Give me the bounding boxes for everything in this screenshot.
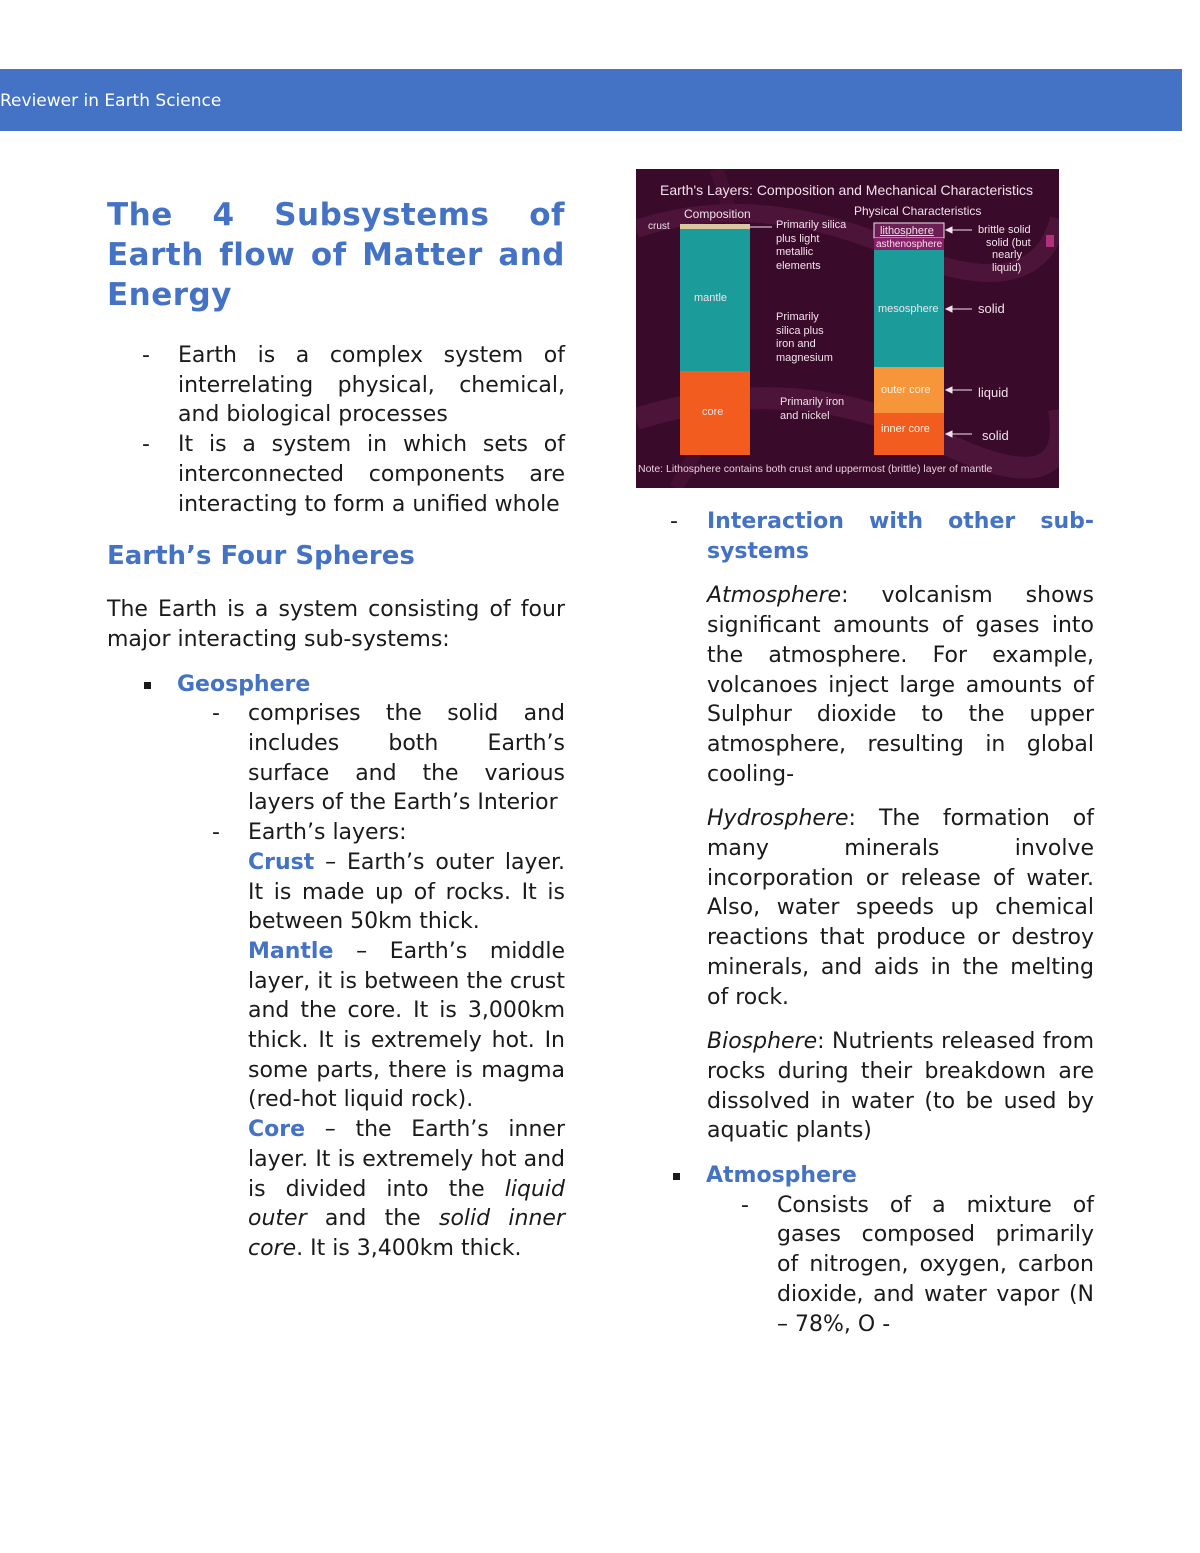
core-description	[248, 1115, 565, 1264]
hydrosphere-interaction	[707, 804, 1094, 1012]
square-bullet-icon	[673, 1173, 680, 1180]
comp-note-line: Primarily iron	[780, 396, 845, 408]
atmosphere-sublist	[636, 1191, 1094, 1340]
figure-note: Note: Lithosphere contains both crust and uppermost (brittle) layer of mantle	[638, 463, 993, 475]
physical-label: Physical Characteristics	[854, 204, 982, 218]
mesosphere-label: mesosphere	[878, 303, 939, 315]
left-column	[107, 195, 565, 1264]
mantle-description	[248, 937, 565, 1115]
list-item	[636, 1191, 1094, 1340]
list-item	[107, 341, 565, 430]
core-label: Core	[248, 1117, 306, 1143]
atmosphere-interaction-text: : volcanism shows significant amounts of gases into the atmosphere. For example, volcanoes inject large amounts of Sulphur dioxide to the upper atmosphere, resulting in global cooling-	[707, 583, 1094, 787]
atmosphere-bullet: Consists of a mixture of gases composed primarily of nitrogen, oxygen, carbon dioxide, and water vapor (N – 78%, O -	[777, 1192, 1094, 1337]
crust-description	[248, 848, 565, 937]
list-item	[636, 507, 1094, 566]
phys-note-solid-2: solid	[982, 428, 1009, 443]
earth-layers-figure	[636, 169, 1059, 488]
dash-bullet: -	[142, 432, 150, 458]
phys-note-line: brittle solid	[978, 224, 1031, 236]
comp-note-line: Primarily	[776, 311, 819, 323]
biosphere-interaction-text: : Nutrients released from rocks during their breakdown are dissolved in water (to be used by aquatic plants)	[707, 1029, 1094, 1144]
comp-note-1	[776, 219, 866, 273]
mantle-text: – Earth’s middle layer, it is between the crust and the core. It is 3,000km thick. It is extremely hot. In some parts, there is magma (red-hot liquid rock).	[248, 938, 565, 1113]
comp-note-line: iron and	[776, 338, 816, 350]
core-text-3: . It is 3,400km thick.	[296, 1235, 522, 1261]
interaction-heading: Interaction with other sub-systems	[707, 509, 1094, 564]
geosphere-label: Geosphere	[177, 671, 311, 697]
core-italic-inner: solid inner core	[248, 1206, 565, 1261]
interaction-section	[636, 507, 1094, 1339]
hydrosphere-italic-label: Hydrosphere	[707, 806, 849, 832]
mantle-fig-label: mantle	[694, 292, 728, 304]
dash-bullet: -	[212, 701, 220, 727]
comp-note-2	[776, 311, 866, 365]
interaction-list	[636, 507, 1094, 566]
geosphere-bullet-2: Earth’s layers:	[248, 820, 407, 846]
atmosphere-interaction	[707, 581, 1094, 789]
atmosphere-label: Atmosphere	[706, 1163, 857, 1189]
core-italic-outer: liquid outer	[248, 1176, 565, 1232]
interaction-paragraphs	[636, 581, 1094, 1146]
list-item	[107, 818, 565, 1264]
comp-note-line: magnesium	[776, 351, 833, 364]
biosphere-interaction	[707, 1027, 1094, 1146]
intro-bullet-1: Earth is a complex system of interrelating physical, chemical, and biological processes	[178, 343, 565, 428]
crust-fig-label: crust	[648, 221, 670, 232]
square-bullet-icon	[144, 682, 151, 689]
list-item	[107, 430, 565, 519]
figure-title: Earth's Layers: Composition and Mechanical Characteristics	[660, 182, 1034, 198]
crust-label: Crust	[248, 849, 315, 875]
page-title: The 4 Subsystems of Earth flow of Matter and Energy	[107, 197, 565, 313]
inner-core-label: inner core	[881, 423, 930, 435]
phys-note-solid: solid	[978, 301, 1005, 316]
core-text-2: and the	[306, 1206, 439, 1232]
asthenosphere-label: asthenosphere	[876, 239, 943, 250]
phys-note-line: liquid)	[992, 261, 1022, 274]
composition-label: Composition	[684, 207, 751, 221]
list-item	[107, 699, 565, 818]
comp-note-line: plus light	[776, 232, 820, 245]
phys-note-liquid: liquid	[978, 385, 1009, 400]
comp-note-line: Primarily silica	[776, 219, 847, 231]
dash-bullet: -	[741, 1192, 749, 1218]
core-text: – the Earth’s inner layer. It is extremely hot and is divided into the	[248, 1117, 565, 1202]
core-fig-label: core	[702, 406, 724, 418]
geosphere-bullet-1: comprises the solid and includes both Earth’s surface and the various layers of the Earth’s Interior	[248, 701, 565, 816]
phys-note-line: nearly	[992, 249, 1022, 261]
comp-note-line: silica plus	[776, 324, 824, 337]
right-column	[636, 169, 1094, 1339]
dash-bullet: -	[212, 820, 220, 846]
header-title: Reviewer in Earth Science	[0, 91, 222, 111]
section-heading-spheres: Earth’s Four Spheres	[107, 541, 415, 572]
atmosphere-italic-label: Atmosphere	[707, 583, 842, 609]
lithosphere-label: lithosphere	[880, 225, 934, 237]
crust-text: – Earth’s outer layer. It is made up of rocks. It is between 50km thick.	[248, 849, 565, 935]
phys-note-line: solid (but	[986, 236, 1031, 249]
comp-note-3	[780, 396, 870, 423]
mantle-label: Mantle	[248, 938, 334, 964]
crust-bar	[680, 224, 750, 229]
list-item-atmosphere	[636, 1161, 1094, 1339]
dash-bullet: -	[142, 343, 150, 368]
list-item-geosphere	[107, 670, 565, 1264]
intro-list	[107, 341, 565, 519]
comp-note-line: and nickel	[780, 409, 830, 422]
hydrosphere-interaction-text: : The formation of many minerals involve incorporation or release of water. Also, water speeds up chemical reactions that produce or destroy minerals, and aids in the melting of rock.	[707, 806, 1094, 1010]
atmosphere-list	[636, 1161, 1094, 1339]
comp-note-line: metallic	[776, 246, 814, 258]
spheres-list	[107, 670, 565, 1264]
geosphere-list	[107, 699, 565, 1263]
intro-bullet-2: It is a system in which sets of interconnected components are interacting to form a unified whole	[178, 432, 565, 517]
biosphere-italic-label: Biosphere	[707, 1029, 818, 1055]
outer-core-label: outer core	[881, 384, 931, 396]
phys-note-1	[978, 224, 1048, 274]
comp-note-line: elements	[776, 259, 821, 272]
dash-bullet: -	[670, 509, 678, 534]
spheres-intro: The Earth is a system consisting of four major interacting sub-systems:	[107, 597, 565, 652]
